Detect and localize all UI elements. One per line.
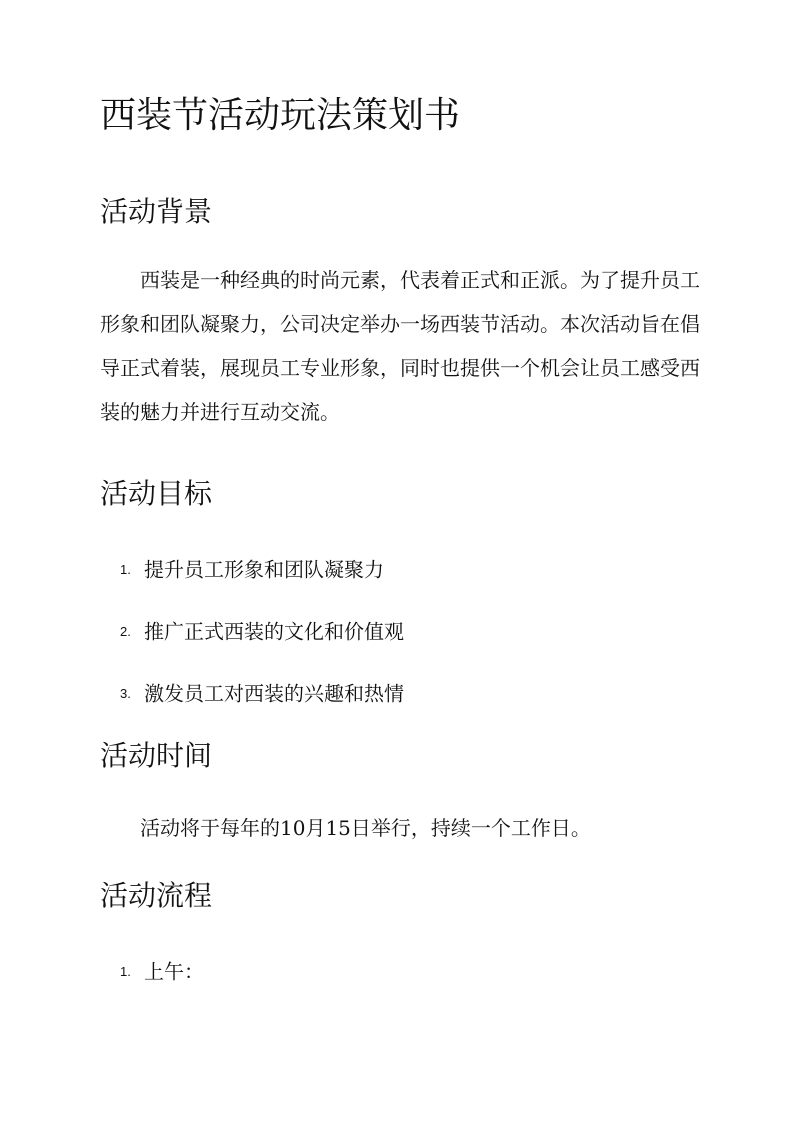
- section-heading-time: 活动时间: [100, 739, 213, 772]
- list-item-text: 激发员工对西装的兴趣和热情: [144, 681, 404, 706]
- list-item-text: 提升员工形象和团队凝聚力: [144, 557, 384, 582]
- list-item: [120, 956, 204, 986]
- time-paragraph: 活动将于每年的10月15日举行，持续一个工作日。: [140, 816, 591, 840]
- list-item-text: 推广正式西装的文化和价值观: [144, 619, 404, 644]
- list-item: [120, 554, 384, 584]
- background-paragraph: 西装是一种经典的时尚元素，代表着正式和正派。为了提升员工形象和团队凝聚力，公司决定举办一场西装节活动。本次活动旨在倡导正式着装，展现员工专业形象，同时也提供一个机会让员工感受西装的魅力并进行互动交流。: [100, 268, 700, 424]
- list-item-number: 2.: [120, 623, 131, 639]
- list-item: [120, 678, 404, 708]
- list-item-number: 1.: [120, 963, 131, 979]
- section-heading-background: 活动背景: [100, 195, 213, 228]
- list-item-number: 1.: [120, 561, 131, 577]
- section-heading-goals: 活动目标: [100, 477, 213, 510]
- list-item-number: 3.: [120, 685, 131, 701]
- list-item-text: 上午：: [144, 959, 204, 984]
- document-title: 西装节活动玩法策划书: [100, 95, 461, 136]
- section-heading-process: 活动流程: [100, 879, 213, 912]
- list-item: [120, 616, 404, 646]
